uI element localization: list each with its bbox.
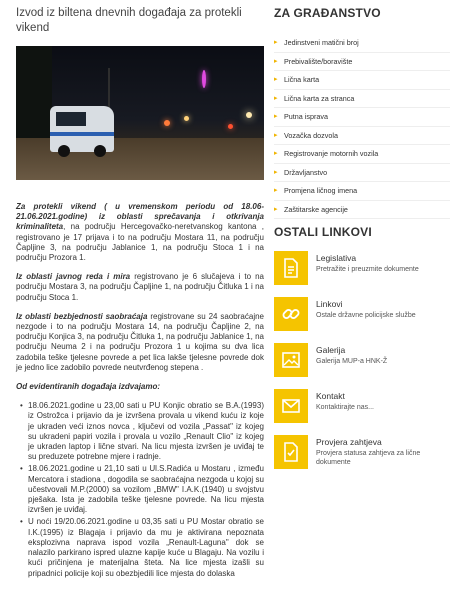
list-item: • U noći 19/20.06.2021.godine u 03,35 sati u PU Mostar obratio se I.K.(1995) iz Blagaja i prijavio da mu je aktivirana nepoznata eksplozivna naprava ispod vozila „Renault-Laguna" dok se nalazilo parkirano ispred ulazne kapije kuće u Blagaju. Na vozilu i kući pričinjena je materijalna šteta. Na lice mjesta izašli su pripadnici policije koji su obezbjedili lice mjesta do dolaska <box>20 517 264 578</box>
paragraph: Iz oblasti javnog reda i mira registrovano je 6 slučajeva i to na području Mostara 3, na području Čapljine 1, na području Čitluka 1 i na području Stoca 1. <box>16 272 264 302</box>
link-title: Kontakt <box>316 391 345 401</box>
link-title: Legislativa <box>316 253 357 263</box>
sidebar <box>274 6 450 469</box>
article-body <box>16 202 264 579</box>
mail-icon <box>274 389 308 423</box>
image-icon <box>274 343 308 377</box>
sidebar-item[interactable]: ▸ Registrovanje motornih vozila <box>274 145 450 164</box>
link-desc: Galerija MUP-a HNK-Ž <box>316 358 388 365</box>
link-desc: Kontaktirajte nas... <box>316 404 374 411</box>
link-desc: Pretražite i preuzmite dokumente <box>316 266 419 273</box>
article-title: Izvod iz biltena dnevnih događaja za protekli vikend <box>16 7 242 34</box>
document-check-icon <box>274 435 308 469</box>
link-title: Provjera zahtjeva <box>316 437 382 447</box>
sidebar-item[interactable]: ▸ Vozačka dozvola <box>274 127 450 146</box>
links-title: OSTALI LINKOVI <box>274 225 372 239</box>
sidebar-item[interactable]: ▸ Putna isprava <box>274 108 450 127</box>
paragraph: Od evidentiranih događaja izdvajamo: <box>16 382 161 392</box>
link-desc: Ostale državne policijske službe <box>316 312 416 319</box>
sidebar-item[interactable]: ▸ Jedinstveni matični broj <box>274 34 450 53</box>
photo-light <box>164 120 170 126</box>
article <box>16 6 264 581</box>
police-car <box>50 106 114 152</box>
sidebar-item[interactable]: ▸ Državljanstvo <box>274 164 450 183</box>
paragraph: Za protekli vikend ( u vremenskom periodu od 18.06-21.06.2021.godine) iz oblasti sprečavanja i otkrivanja kriminaliteta, na području Hercegovačko-neretvanskog kantona , registrovano je 17 prijava i to na području Mostara 11, na području Čapljine 3, na području Jablanice 1, na području Stoca 1 i na području Prozora 1. <box>16 202 264 263</box>
article-photo <box>16 46 264 180</box>
sidebar-item[interactable]: ▸ Prebivalište/boravište <box>274 53 450 72</box>
paragraph: Iz oblasti bezbjednosti saobraćaja registrovane su 24 saobraćajne nezgode i to na području Mostara 14, na području Čapljine 2, na području Konjica 3, na području Čitluka 1, na području Jablanice 1, na području Neuma 2 i na području Prozora 1 u kojima su dva lica zadobila teške tjelesne povrede a pet lica lakše tjelesne povrede dok je jedno lice zadobilo povrede neutvrđenog stepena . <box>16 311 264 372</box>
photo-light <box>202 70 206 88</box>
link-icon <box>274 297 308 331</box>
photo-light <box>184 116 189 121</box>
sidebar-item[interactable]: ▸ Promjena ličnog imena <box>274 182 450 201</box>
sidebar-title: ZA GRAĐANSTVO <box>274 6 381 20</box>
photo-light <box>246 112 252 118</box>
document-icon <box>274 251 308 285</box>
sidebar-item[interactable]: ▸ Zaštitarske agencije <box>274 201 450 220</box>
list-item: • 18.06.2021.godine u 23,00 sati u PU Konjic obratio se B.A.(1993) iz Ostrožca i prijavio da je izvršena provala u vikend kuću iz koje je ukraden veći iznos novca , ključevi od vozila „Passat" iz kojeg su ukradeni papiri vozila i provala u vozilo „Renault Clio" iz kojeg je ukraden laptop i lične stvari. Na licu mjesta izvršen je uviđaj te su preduzete potrebne mjere i radnje. <box>20 401 264 462</box>
link-legislativa[interactable] <box>274 251 450 285</box>
link-title: Linkovi <box>316 299 343 309</box>
list-item: • 18.06.2021.godine u 21,10 sati u Ul.S.Radića u Mostaru , između Mercatora i stadiona , dogodila se saobraćajna nezgoda u kojoj su učestvovali M.P.(2000) sa vozilom „BMW" I.A.K.(1940) u svojstvu pješaka. Ista je zadobila teške tjelesne povrede. Na licu mjesta izvršen je uviđaj. <box>20 464 264 515</box>
sidebar-menu <box>274 34 450 219</box>
sidebar-item[interactable]: ▸ Lična karta za stranca <box>274 90 450 109</box>
event-list <box>20 401 264 578</box>
link-kontakt[interactable] <box>274 389 450 423</box>
link-linkovi[interactable] <box>274 297 450 331</box>
link-desc: Provjera statusa zahtjeva za lične dokumente <box>316 450 421 466</box>
link-galerija[interactable] <box>274 343 450 377</box>
link-title: Galerija <box>316 345 346 355</box>
link-provjera-zahtjeva[interactable] <box>274 435 450 469</box>
sidebar-item[interactable]: ▸ Lična karta <box>274 71 450 90</box>
photo-light <box>228 124 233 129</box>
